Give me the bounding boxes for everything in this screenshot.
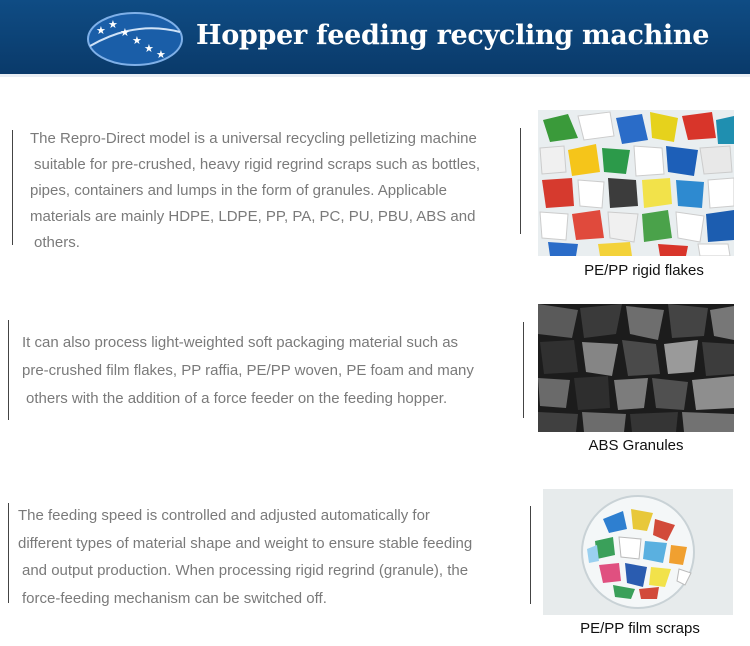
left-divider: [12, 130, 13, 245]
text-line: The Repro-Direct model is a universal recycling pelletizing machine: [30, 130, 477, 147]
stars-globe-icon: [86, 10, 184, 68]
text-line: materials are mainly HDPE, LDPE, PP, PA, PC, PU, PBU, ABS and: [30, 208, 476, 225]
caption-abs-granules: ABS Granules: [588, 437, 684, 454]
page-title: Hopper feeding recycling machine: [196, 20, 710, 51]
header-bar: [0, 0, 750, 77]
text-line: pre-crushed film flakes, PP raffia, PE/PP woven, PE foam and many: [22, 362, 474, 379]
right-divider: [520, 128, 521, 234]
photo-rigid-flakes: [538, 110, 734, 256]
text-line: others.: [34, 234, 80, 251]
section-text-2: [22, 329, 474, 413]
svg-text:★: ★: [144, 42, 154, 55]
text-line: The feeding speed is controlled and adjusted automatically for: [18, 507, 430, 524]
svg-text:★: ★: [96, 24, 106, 37]
text-line: others with the addition of a force feeder on the feeding hopper.: [26, 390, 448, 407]
text-line: It can also process light-weighted soft packaging material such as: [22, 334, 459, 351]
text-line: suitable for pre-crushed, heavy rigid regrind scraps such as bottles,: [34, 156, 481, 173]
photo-abs-granules: [538, 304, 734, 432]
text-line: and output production. When processing rigid regrind (granule), the: [22, 562, 469, 579]
section-text-3: [18, 502, 472, 612]
text-line: pipes, containers and lumps in the form of granules. Applicable: [30, 182, 447, 199]
photo-film-scraps: [543, 489, 733, 615]
text-line: different types of material shape and weight to ensure stable feeding: [18, 534, 473, 552]
right-divider: [530, 506, 531, 604]
svg-text:★: ★: [108, 18, 118, 31]
caption-film-scraps: PE/PP film scraps: [580, 620, 700, 637]
left-divider: [8, 503, 9, 603]
svg-text:★: ★: [120, 26, 130, 39]
svg-text:★: ★: [132, 34, 142, 47]
section-text-1: [30, 126, 480, 256]
svg-text:★: ★: [156, 48, 166, 61]
text-line: force-feeding mechanism can be switched off.: [22, 589, 327, 607]
left-divider: [8, 320, 9, 420]
right-divider: [523, 322, 524, 418]
caption-rigid-flakes: PE/PP rigid flakes: [584, 262, 704, 279]
